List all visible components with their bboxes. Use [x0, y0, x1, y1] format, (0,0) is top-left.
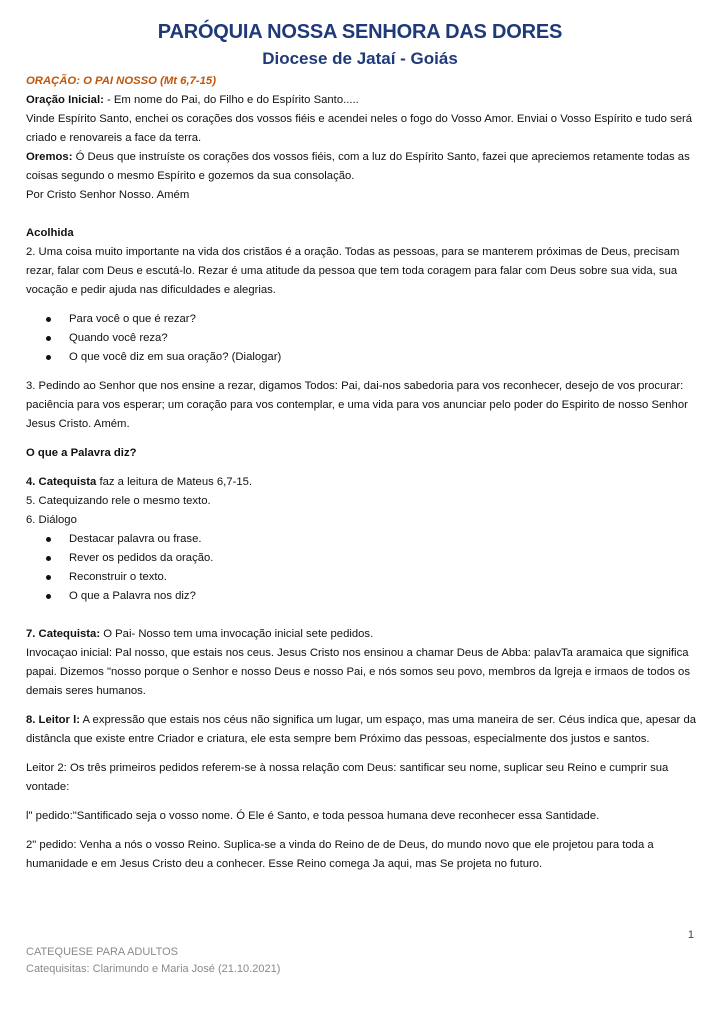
item-7-text: O Pai- Nosso tem uma invocação inicial sete pedidos.	[100, 628, 374, 640]
page-number: 1	[687, 929, 694, 941]
opening-text: - Em nome do Pai, do Filho e do Espírito Santo.....	[103, 94, 359, 106]
item-8-label: 8. Leitor l:	[26, 714, 80, 726]
opening-label: Oração Inicial:	[26, 94, 104, 106]
section-title: ORAÇÃO: O PAI NOSSO (Mt 6,7-15)	[26, 75, 216, 87]
pedido-1-paragraph: l" pedido:"Santificado seja o vosso nome. Ó Ele é Santo, e toda pessoa humana deve reconhecer essa Santidade.	[26, 810, 600, 822]
acolhida-text: 2. Uma coisa muito importante na vida dos cristãos é a oração. Todas as pessoas, para se manterem próximas de Deus, precisam rezar, falar com Deus e escutá-lo. Rezar é uma atitude da pessoa que tem toda coragem para falar com Deus sobre sua vida, sua vocação e pedir ajuda nas dificuldades e alegrias.	[26, 246, 680, 296]
pedido-2-paragraph: 2" pedido: Venha a nós o vosso Reino. Suplica-se a vinda do Reino de de Deus, do mundo novo que ele projetou para toda a humanidade e em Jesus Cristo deu a conhecer. Esse Reino comega Ja aqui, mas Se projeta no futuro.	[26, 839, 654, 870]
document-body	[26, 72, 698, 874]
item-7-label: 7. Catequista:	[26, 628, 101, 640]
dialogo-list	[26, 530, 698, 606]
leitor-2-paragraph: Leitor 2: Os três primeiros pedidos referem-se à nossa relação com Deus: santificar seu nome, suplicar seu Reino e cumprir sua vontade:	[26, 762, 669, 793]
opening-prayer	[26, 91, 698, 110]
oremos-label: Oremos:	[26, 151, 73, 163]
list-item: O que você diz em sua oração? (Dialogar)	[26, 348, 698, 367]
holy-spirit-prayer: Vinde Espírito Santo, enchei os corações dos vossos fiéis e acendei neles o fogo do Vosso Amor. Enviai o Vosso Espírito e tudo será criado e renovareis a face da terra.	[26, 113, 693, 144]
list-item: Para você o que é rezar?	[26, 310, 698, 329]
item-4-paragraph	[26, 473, 698, 492]
palavra-heading: O que a Palavra diz?	[26, 447, 137, 459]
acolhida-heading: Acolhida	[26, 227, 74, 239]
page-subtitle: Diocese de Jataí - Goiás	[262, 49, 458, 68]
item-5-paragraph: 5. Catequizando rele o mesmo texto.	[26, 495, 211, 507]
item-8-paragraph	[26, 711, 698, 749]
item-4-label: 4. Catequista	[26, 476, 97, 488]
item-3-paragraph: 3. Pedindo ao Senhor que nos ensine a rezar, digamos Todos: Pai, dai-nos sabedoria para vos reconhecer, desejo de vos procurar: paciência para vos esperar; um coração para vos contemplar, e uma vida para vos anunciar pelo poder do Espirito de nosso Senhor Jesus Cristo. Amém.	[26, 380, 688, 430]
list-item: O que a Palavra nos diz?	[26, 587, 698, 606]
oremos-paragraph	[26, 148, 698, 186]
page-title: PARÓQUIA NOSSA SENHORA DAS DORES	[157, 21, 563, 43]
invocacao-paragraph: Invocaçao inicial: Pal nosso, que estais nos ceus. Jesus Cristo nos ensinou a chamar Deus de Abba: palavTa aramaica que significa papai. Dizemos "nosso porque o Senhor e nosso Deus e nosso Pai, e nós somos seu povo, membros da lgreja e irmaos de todos os demais seres humanos.	[26, 647, 690, 697]
page-footer	[26, 944, 280, 978]
list-item: Destacar palavra ou frase.	[26, 530, 698, 549]
list-item: Reconstruir o texto.	[26, 568, 698, 587]
item-4-text: faz a leitura de Mateus 6,7-15.	[96, 476, 253, 488]
item-6-paragraph: 6. Diálogo	[26, 514, 77, 526]
item-8-text: A expressão que estais nos céus não significa um lugar, um espaço, mas uma maneira de ser. Céus indica que, apesar da distâncla que existe entre Criador e criatura, ele esta sempre bem Próximo das pessoas, especialmente dos justos e santos.	[26, 714, 697, 745]
acolhida-questions	[26, 310, 698, 367]
item-7-paragraph	[26, 625, 698, 644]
list-item: Quando você reza?	[26, 329, 698, 348]
list-item: Rever os pedidos da oração.	[26, 549, 698, 568]
opening-closing: Por Cristo Senhor Nosso. Amém	[26, 189, 190, 201]
footer-line-1: CATEQUESE PARA ADULTOS	[26, 946, 179, 958]
footer-line-2: Catequisitas: Clarimundo e Maria José (21.10.2021)	[26, 963, 281, 975]
oremos-text: Ó Deus que instruíste os corações dos vossos fiéis, com a luz do Espírito Santo, fazei que apreciemos retamente todas as coisas segundo o mesmo Espírito e gozemos da sua consolação.	[26, 151, 690, 182]
